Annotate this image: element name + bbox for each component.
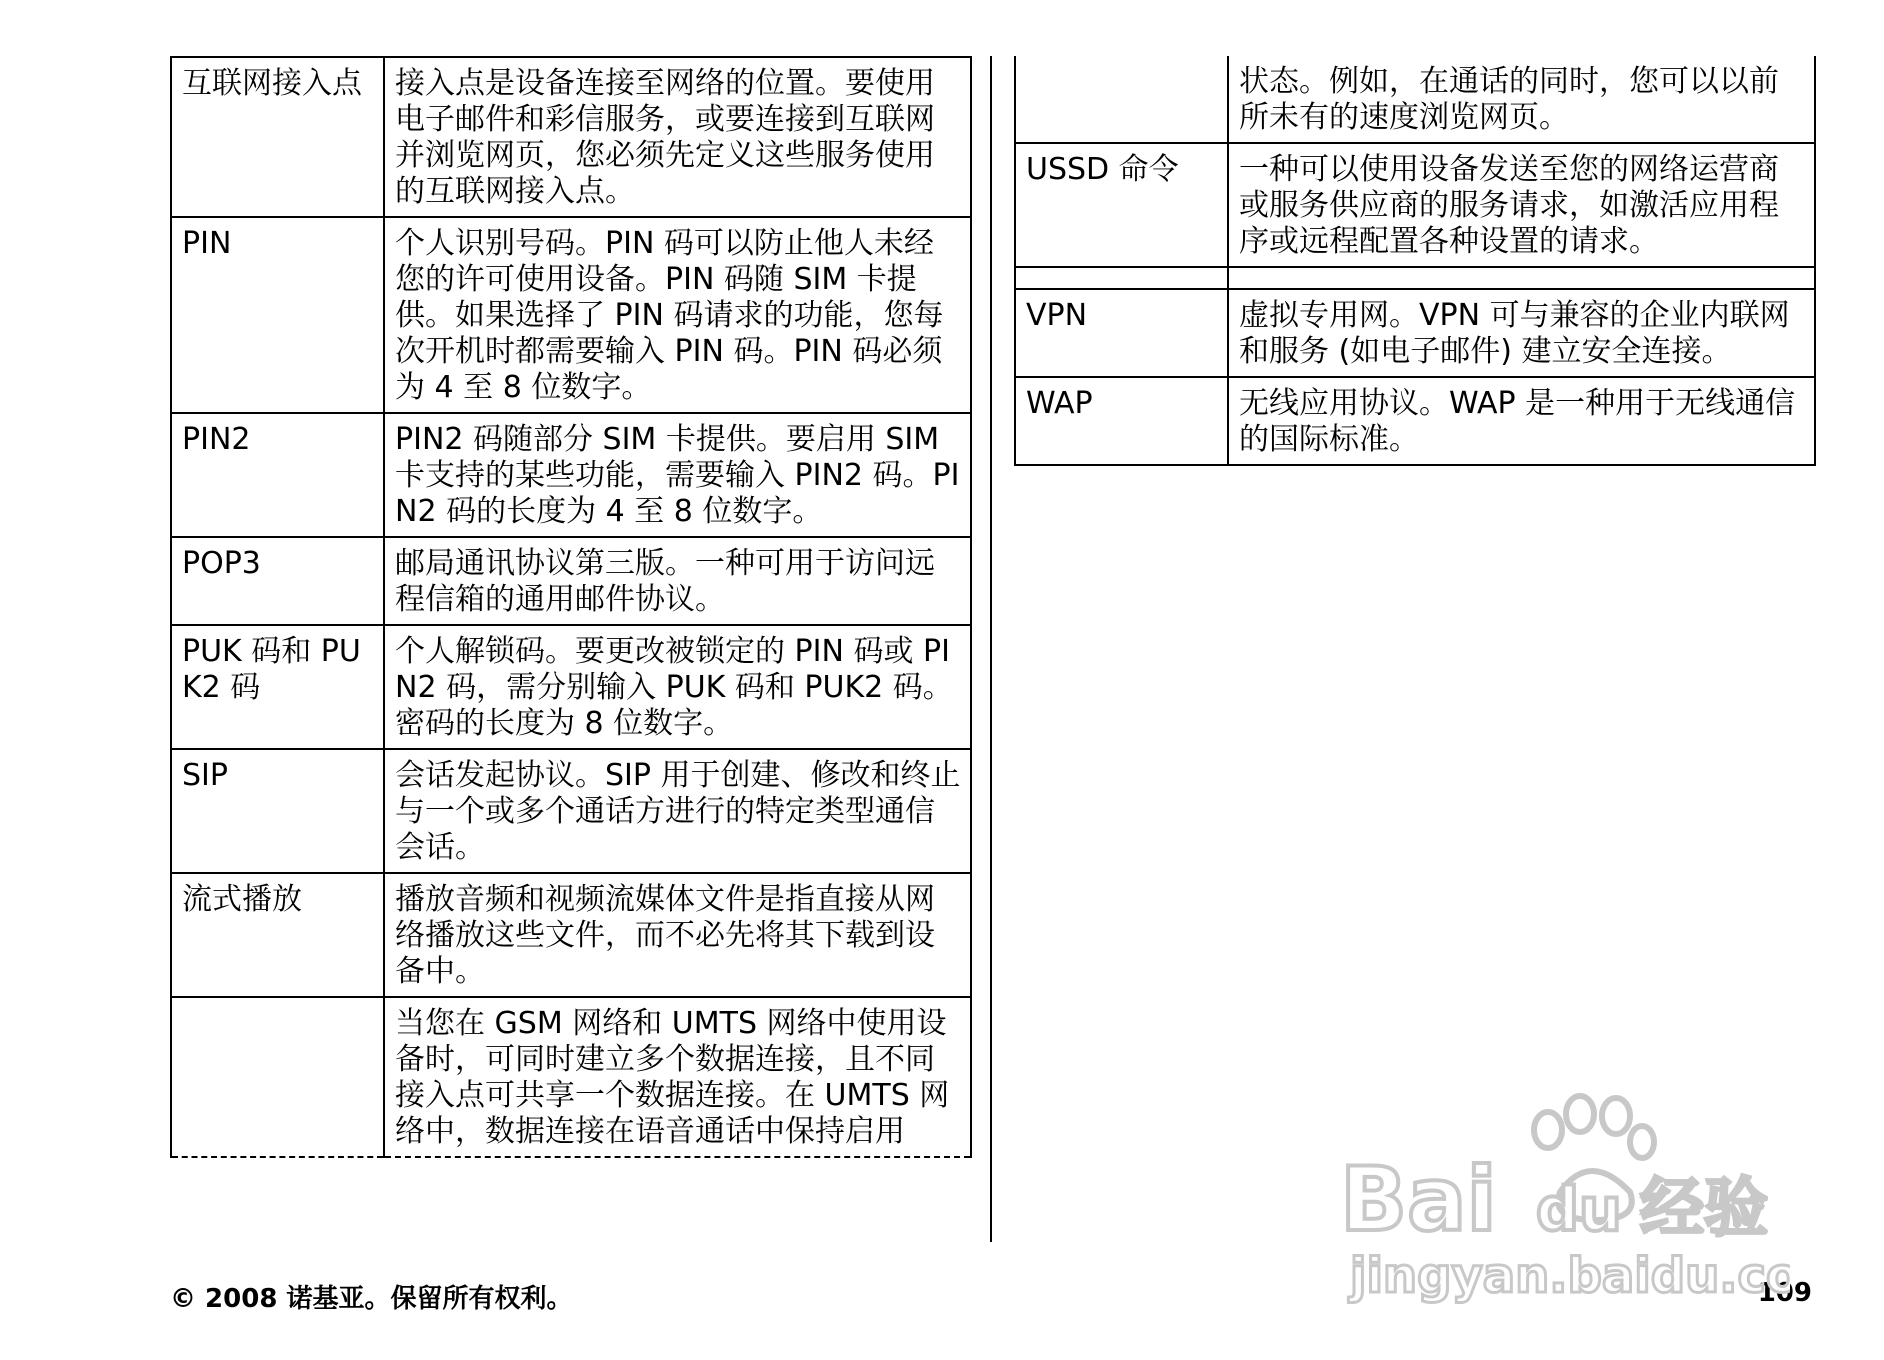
column-divider <box>990 56 992 1242</box>
watermark-url: jingyan.baidu.co <box>1350 1248 1790 1304</box>
glossary-row <box>171 217 971 413</box>
glossary-row <box>1015 289 1815 377</box>
glossary-row-continued <box>171 997 971 1157</box>
glossary-definition: PIN2 码随部分 SIM 卡提供。要启用 SIM 卡支持的某些功能，需要输入 PIN2 码。PIN2 码的长度为 4 至 8 位数字。 <box>384 413 971 537</box>
glossary-term <box>1015 267 1228 289</box>
glossary-table-right <box>1014 56 1816 466</box>
watermark-graphic <box>1340 1080 1790 1310</box>
glossary-row <box>171 625 971 749</box>
glossary-definition: 一种可以使用设备发送至您的网络运营商或服务供应商的服务请求，如激活应用程序或远程配置各种设置的请求。 <box>1228 143 1815 267</box>
glossary-definition: 个人识别号码。PIN 码可以防止他人未经您的许可使用设备。PIN 码随 SIM 卡提供。如果选择了 PIN 码请求的功能，您每次开机时都需要输入 PIN 码。PIN 码必须为 4 至 8 位数字。 <box>384 217 971 413</box>
watermark-brand: Bai <box>1340 1148 1497 1251</box>
baidu-watermark <box>1340 1080 1790 1310</box>
glossary-term: WAP <box>1015 377 1228 465</box>
glossary-term: SIP <box>171 749 384 873</box>
glossary-term: VPN <box>1015 289 1228 377</box>
glossary-row <box>171 537 971 625</box>
glossary-row <box>171 413 971 537</box>
watermark-brand-du: du <box>1536 1175 1622 1245</box>
glossary-definition: 接入点是设备连接至网络的位置。要使用电子邮件和彩信服务，或要连接到互联网并浏览网页，您必须先定义这些服务使用的互联网接入点。 <box>384 57 971 217</box>
glossary-row-empty <box>1015 267 1815 289</box>
glossary-definition: 当您在 GSM 网络和 UMTS 网络中使用设备时，可同时建立多个数据连接，且不同接入点可共享一个数据连接。在 UMTS 网络中，数据连接在语音通话中保持启用 <box>384 997 971 1157</box>
glossary-definition: 无线应用协议。WAP 是一种用于无线通信的国际标准。 <box>1228 377 1815 465</box>
glossary-term: USSD 命令 <box>1015 143 1228 267</box>
glossary-row <box>171 57 971 217</box>
glossary-definition: 会话发起协议。SIP 用于创建、修改和终止与一个或多个通话方进行的特定类型通信会话。 <box>384 749 971 873</box>
glossary-term: 互联网接入点 <box>171 57 384 217</box>
watermark-brand-cn: 经验 <box>1640 1172 1768 1246</box>
glossary-row-continuation <box>1015 56 1815 143</box>
copyright-notice: © 2008 诺基亚。保留所有权利。 <box>170 1284 573 1314</box>
glossary-term: PIN <box>171 217 384 413</box>
glossary-definition <box>1228 267 1815 289</box>
glossary-term: PIN2 <box>171 413 384 537</box>
glossary-row <box>1015 377 1815 465</box>
glossary-definition: 状态。例如，在通话的同时，您可以以前所未有的速度浏览网页。 <box>1228 56 1815 143</box>
glossary-definition: 个人解锁码。要更改被锁定的 PIN 码或 PIN2 码，需分别输入 PUK 码和 PUK2 码。密码的长度为 8 位数字。 <box>384 625 971 749</box>
glossary-term <box>1015 56 1228 143</box>
glossary-term: PUK 码和 PUK2 码 <box>171 625 384 749</box>
page-number: 109 <box>1757 1278 1812 1308</box>
glossary-definition: 虚拟专用网。VPN 可与兼容的企业内联网和服务 (如电子邮件) 建立安全连接。 <box>1228 289 1815 377</box>
glossary-term: 流式播放 <box>171 873 384 997</box>
glossary-term <box>171 997 384 1157</box>
glossary-row <box>171 749 971 873</box>
glossary-definition: 播放音频和视频流媒体文件是指直接从网络播放这些文件，而不必先将其下载到设备中。 <box>384 873 971 997</box>
glossary-definition: 邮局通讯协议第三版。一种可用于访问远程信箱的通用邮件协议。 <box>384 537 971 625</box>
glossary-row <box>171 873 971 997</box>
glossary-term: POP3 <box>171 537 384 625</box>
glossary-row <box>1015 143 1815 267</box>
glossary-table-left <box>170 56 972 1158</box>
